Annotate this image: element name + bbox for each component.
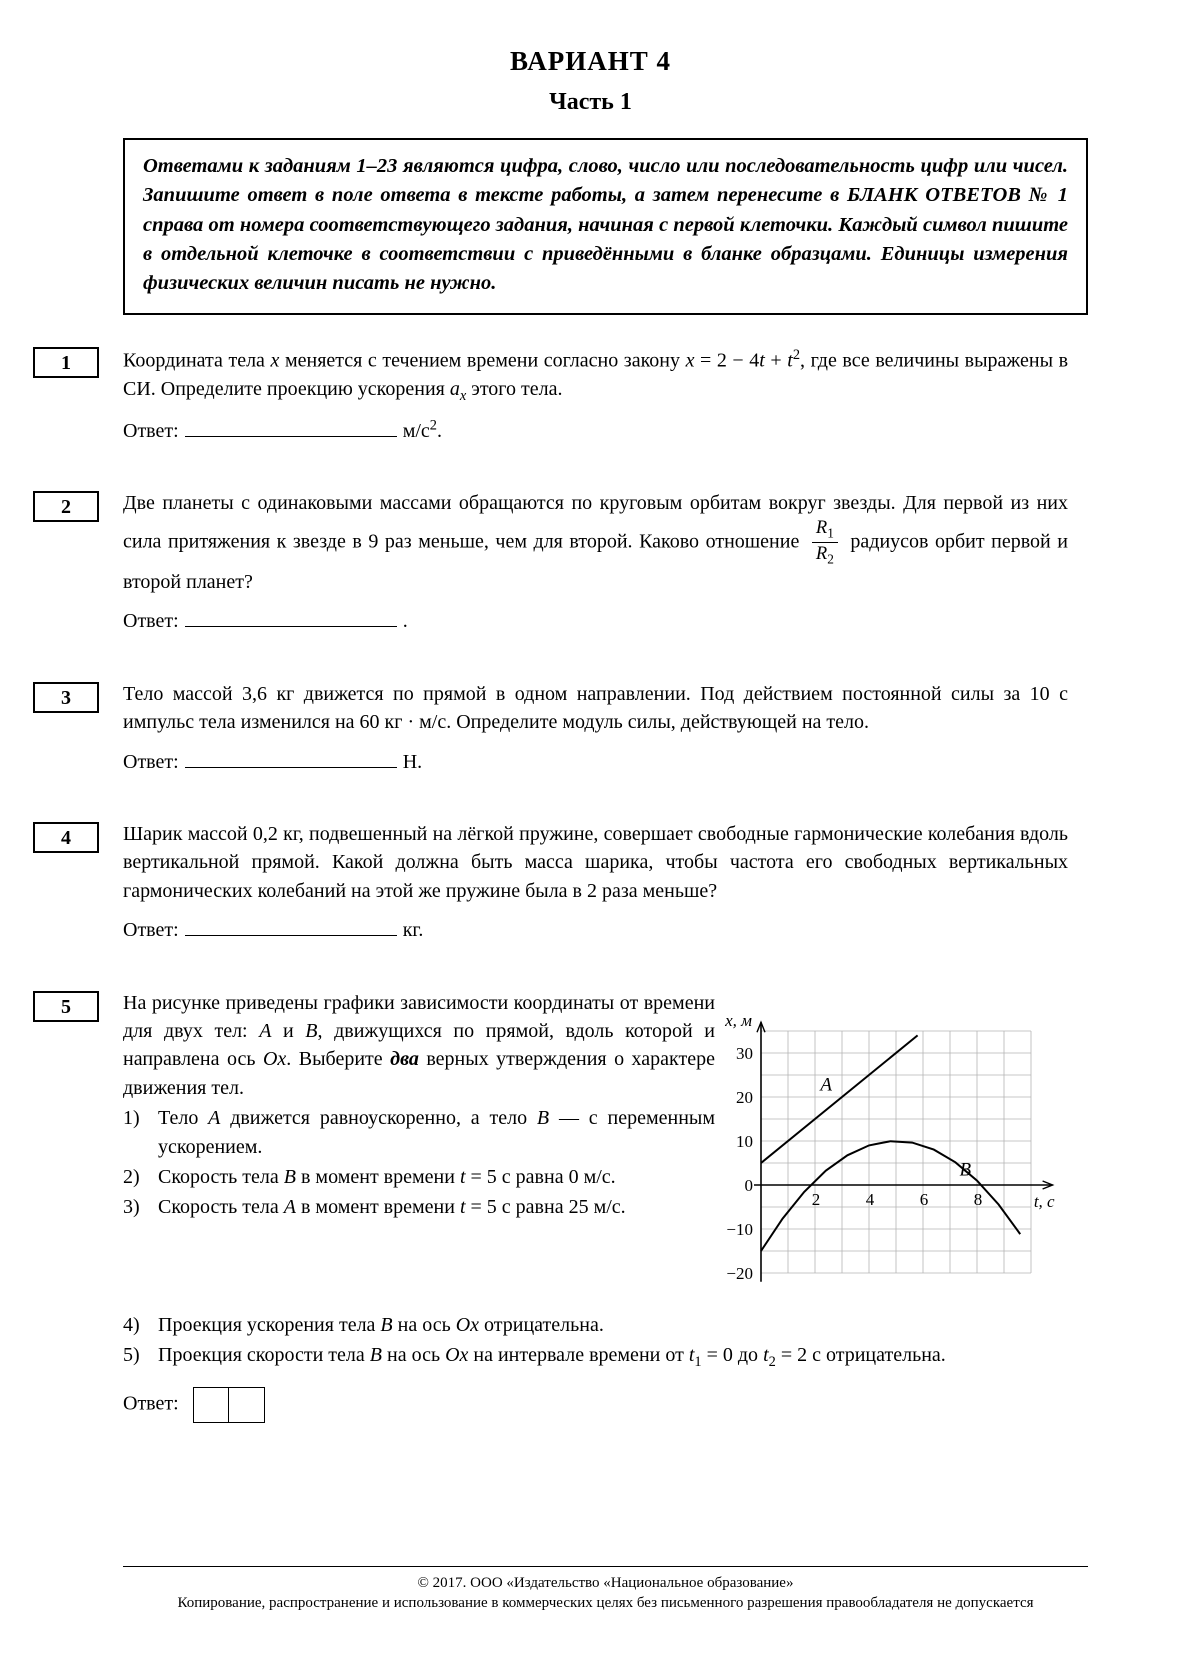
fraction-denominator: $R_2$: [815, 544, 834, 568]
problem-5-number: 5: [33, 991, 99, 1022]
svg-text:30: 30: [736, 1043, 753, 1063]
answer-label: Ответ:: [123, 420, 179, 443]
problem-1: [0, 345, 1181, 446]
copyright-line: © 2017. ООО «Издательство «Национальное образование»: [417, 1575, 794, 1591]
problem-1-number: 1: [33, 347, 99, 378]
svg-text:6: 6: [919, 1189, 929, 1209]
problem-3-answer-line: [123, 746, 1068, 776]
answer-unit: $м/с^2$.: [402, 417, 442, 443]
statement-4: [123, 1311, 1068, 1339]
problem-4: [0, 820, 1181, 945]
problem-2-answer-line: [123, 605, 1068, 635]
problem-1-text: Координата тела x меняется с течением времени согласно закону $x = 2 - 4t + t^2$, где все величины выражены в СИ. Определите проекцию ускорения $a_x$ этого тела.: [123, 346, 1069, 404]
svg-text:10: 10: [736, 1131, 753, 1151]
svg-text:20: 20: [736, 1087, 753, 1107]
answer-blank: [185, 914, 397, 936]
svg-text:t, с: t, с: [1033, 1191, 1055, 1211]
svg-text:−10: −10: [726, 1219, 753, 1239]
statement-2-number: 2): [123, 1165, 140, 1188]
statement-5: [123, 1341, 1068, 1372]
statement-5-number: 5): [123, 1344, 140, 1367]
statement-5-text: Проекция скорости тела B на ось Ox на интервале времени от $t_1 = 0$ до $t_2 = 2$ с отрицательна.: [158, 1344, 946, 1371]
answer-blank: [185, 605, 397, 627]
svg-text:2: 2: [811, 1189, 821, 1209]
problem-2: [0, 489, 1181, 635]
problem-5-text: На рисунке приведены графики зависимости координаты от времени для двух тел: A и B, движущихся по прямой, вдоль которой и направлена ось Ox. Выберите два верных утверждения о характере движения тел.: [123, 991, 715, 1099]
problem-2-text-after: радиусов орбит первой и второй планет?: [123, 530, 1069, 594]
problem-2-text-before: Две планеты с одинаковыми массами обращаются по круговым орбитам вокруг звезды. Для первой из них сила притяжения к звезде в 9 раз меньше, чем для второй. Каково отношение: [123, 492, 1068, 553]
problem-3: [0, 680, 1181, 776]
page-title: ВАРИАНТ 4: [509, 46, 672, 76]
answer-label: Ответ:: [123, 750, 179, 773]
instruction-box: [123, 138, 1088, 315]
answer-label: Ответ:: [123, 919, 179, 942]
statement-2-text: Скорость тела B в момент времени t = 5 с равна 0 м/с.: [158, 1165, 616, 1188]
statement-1-number: 1): [123, 1107, 140, 1130]
fraction-numerator: $R_1$: [812, 518, 838, 544]
svg-text:x, м: x, м: [725, 1010, 752, 1030]
svg-text:−20: −20: [726, 1263, 753, 1283]
answer-unit: .: [402, 610, 408, 633]
statement-3-number: 3): [123, 1196, 140, 1219]
problem-4-answer-line: [123, 914, 1068, 944]
answer-unit: кг.: [402, 919, 424, 942]
svg-text:0: 0: [744, 1175, 753, 1195]
answer-cell-2: [229, 1387, 265, 1423]
answer-unit: Н.: [402, 750, 423, 773]
svg-text:A: A: [820, 1073, 833, 1095]
problem-3-text: Тело массой 3,6 кг движется по прямой в одном направлении. Под действием постоянной силы за 10 с импульс тела изменился на 60 кг · м/с. Определите модуль силы, действующей на тело.: [123, 682, 1068, 734]
statement-2: [123, 1163, 715, 1191]
instruction-text: Ответами к заданиям 1–23 являются цифра, слово, число или последовательность цифр или чисел. Запишите ответ в поле ответа в тексте работы, а затем перенесите в БЛАНК ОТВЕТОВ № 1 справа от номера соответствующего задания, начиная с первой клеточки. Каждый символ пишите в отдельной клеточке в соответствии с приведёнными в бланке образцами. Единицы измерения физических величин писать не нужно.: [143, 155, 1068, 295]
svg-text:B: B: [959, 1158, 972, 1180]
problem-1-answer-line: [123, 415, 1068, 445]
statement-4-text: Проекция ускорения тела B на ось Ox отрицательна.: [158, 1313, 604, 1336]
answer-blank: [185, 415, 397, 437]
statement-1: [123, 1104, 715, 1161]
problem-4-number: 4: [33, 822, 99, 853]
svg-text:4: 4: [865, 1189, 875, 1209]
statement-3: [123, 1193, 715, 1221]
part-title: Часть 1: [549, 89, 632, 115]
problem-2-text: [123, 489, 1068, 596]
problem-5-answer-line: [123, 1387, 1068, 1423]
answer-cell-1: [193, 1387, 229, 1423]
p5-chart-svg: [715, 989, 1068, 1301]
position-time-graph: [715, 989, 1068, 1309]
fraction-R1-R2: [812, 518, 838, 568]
svg-text:8: 8: [973, 1189, 983, 1209]
answer-cells: [193, 1387, 265, 1423]
legal-line: Копирование, распространение и использование в коммерческих целях без письменного разрешения правообладателя не допускается: [177, 1595, 1034, 1611]
answer-label: Ответ:: [123, 610, 179, 633]
answer-blank: [185, 746, 397, 768]
problem-3-number: 3: [33, 682, 99, 713]
page-footer: [123, 1566, 1088, 1612]
statement-4-number: 4): [123, 1313, 140, 1336]
problem-2-number: 2: [33, 491, 99, 522]
problem-4-text: Шарик массой 0,2 кг, подвешенный на лёгкой пружине, совершает свободные гармонические колебания вдоль вертикальной прямой. Какой должна быть масса шарика, чтобы частота его свободных вертикальных гармонических колебаний на этой же пружине была в 2 раза меньше?: [123, 822, 1068, 902]
answer-label: Ответ:: [123, 1392, 179, 1415]
statement-3-text: Скорость тела A в момент времени t = 5 с равна 25 м/с.: [158, 1196, 626, 1219]
statement-1-text: Тело A движется равноускоренно, а тело B — с переменным ускорением.: [158, 1107, 715, 1158]
problem-5: [0, 989, 1181, 1423]
